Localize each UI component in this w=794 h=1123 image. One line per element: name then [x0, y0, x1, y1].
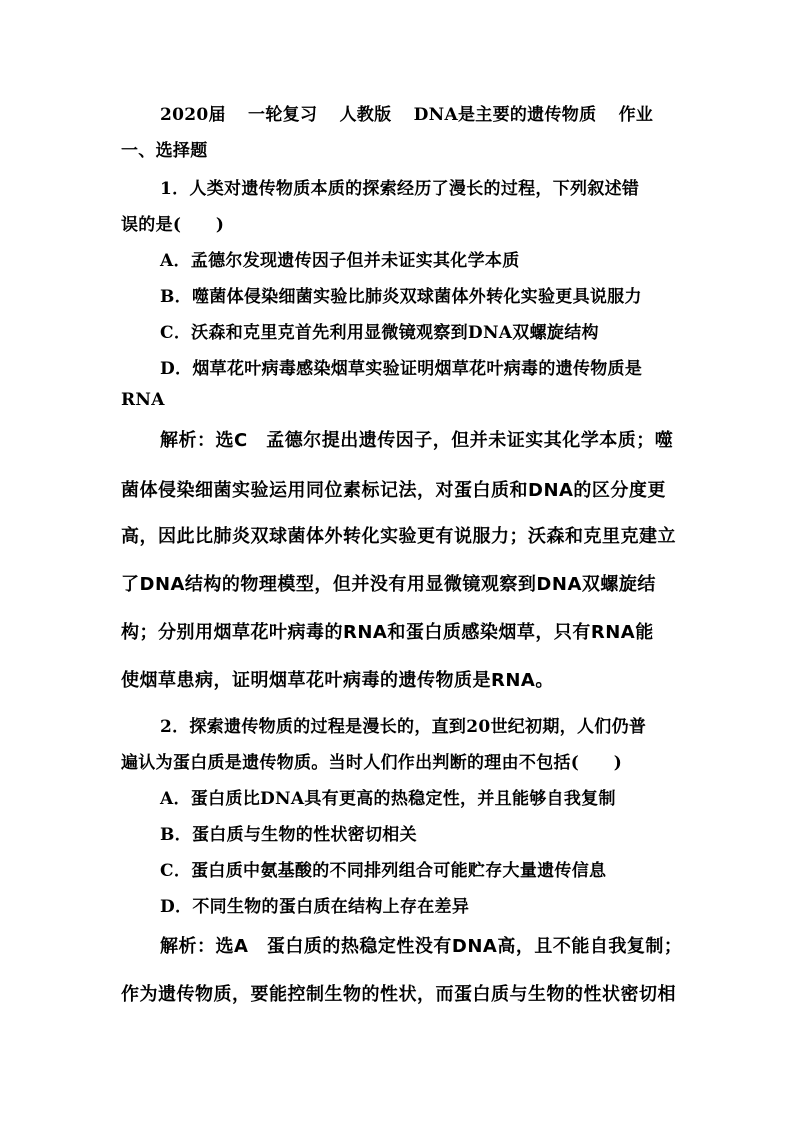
title-type: 作业: [618, 105, 654, 125]
q1-analysis-line5: 构；分别用烟草花叶病毒的RNA和蛋白质感染烟草，只有RNA能: [121, 622, 654, 643]
document-title: [160, 100, 667, 125]
q1-analysis-line2: 菌体侵染细菌实验运用同位素标记法，对蛋白质和DNA的区分度更: [121, 480, 666, 501]
q2-analysis-line1: 解析：选A 蛋白质的热稳定性没有DNA高，且不能自我复制；: [160, 936, 683, 957]
q1-option-c: C．沃森和克里克首先利用显微镜观察到DNA双螺旋结构: [160, 323, 599, 343]
q1-stem-line1: 1．人类对遗传物质本质的探索经历了漫长的过程，下列叙述错: [160, 179, 640, 199]
section-heading: 一、选择题: [121, 141, 208, 161]
q1-option-b: B．噬菌体侵染细菌实验比肺炎双球菌体外转化实验更具说服力: [160, 287, 642, 307]
q1-option-d-line1: D．烟草花叶病毒感染烟草实验证明烟草花叶病毒的遗传物质是: [160, 359, 643, 379]
title-edition: 人教版: [339, 105, 392, 125]
q1-analysis-line4: 了DNA结构的物理模型，但并没有用显微镜观察到DNA双螺旋结: [121, 574, 656, 595]
q2-option-b: B．蛋白质与生物的性状密切相关: [160, 825, 417, 845]
q1-analysis-line1: 解析：选C 孟德尔提出遗传因子，但并未证实其化学本质；噬: [160, 430, 674, 451]
q1-option-d-line2: RNA: [121, 390, 165, 410]
q2-option-c: C．蛋白质中氨基酸的不同排列组合可能贮存大量遗传信息: [160, 861, 607, 881]
title-year: 2020届: [160, 105, 226, 125]
q2-option-a: A．蛋白质比DNA具有更高的热稳定性，并且能够自我复制: [160, 789, 616, 809]
q1-analysis-line3: 高，因此比肺炎双球菌体外转化实验更有说服力；沃森和克里克建立: [121, 526, 676, 547]
title-topic: DNA是主要的遗传物质: [413, 105, 597, 125]
q2-option-d: D．不同生物的蛋白质在结构上存在差异: [160, 897, 470, 917]
q1-analysis-line6: 使烟草患病，证明烟草花叶病毒的遗传物质是RNA。: [121, 670, 554, 691]
q2-analysis-line2: 作为遗传物质，要能控制生物的性状，而蛋白质与生物的性状密切相: [121, 984, 676, 1005]
q1-stem-line2: 误的是( ): [121, 215, 225, 235]
q2-stem-line1: 2．探索遗传物质的过程是漫长的，直到20世纪初期，人们仍普: [160, 717, 647, 737]
title-series: 一轮复习: [248, 105, 318, 125]
q2-stem-line2: 遍认为蛋白质是遗传物质。当时人们作出判断的理由不包括( ): [121, 753, 623, 773]
q1-option-a: A．孟德尔发现遗传因子但并未证实其化学本质: [160, 251, 520, 271]
